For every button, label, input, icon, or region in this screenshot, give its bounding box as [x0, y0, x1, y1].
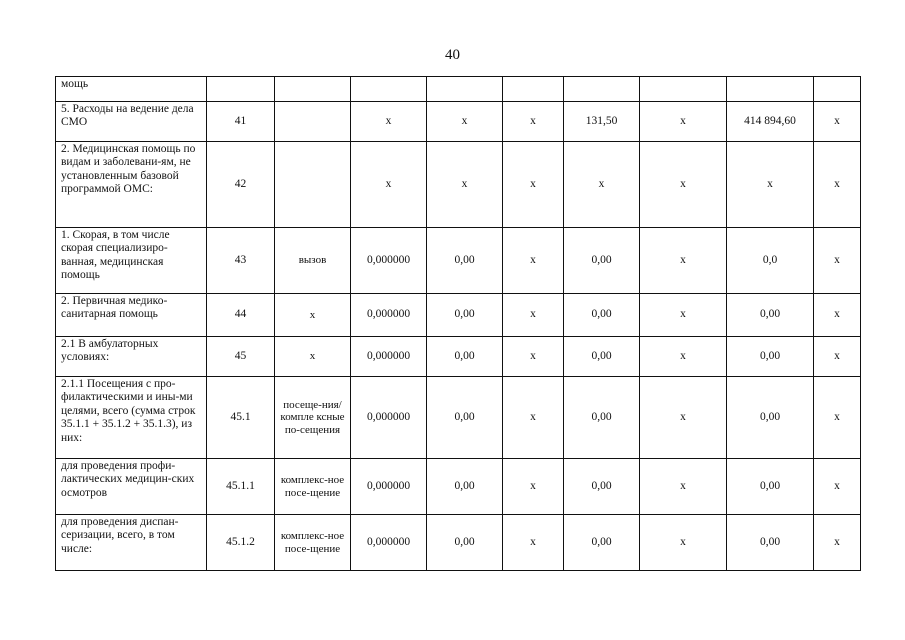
value-cell	[503, 77, 564, 102]
value-cell: х	[503, 142, 564, 228]
value-cell: 0,00	[727, 515, 814, 571]
value-cell: 0,00	[427, 459, 503, 515]
value-cell: 0,00	[727, 459, 814, 515]
value-cell: 414 894,60	[727, 102, 814, 142]
row-label: 2. Первичная медико-санитарная помощь	[56, 294, 207, 337]
row-number: 42	[207, 142, 275, 228]
value-cell: х	[564, 142, 640, 228]
value-cell: х	[640, 102, 727, 142]
value-cell: 131,50	[564, 102, 640, 142]
row-number: 45.1	[207, 377, 275, 459]
table-row	[56, 515, 861, 571]
value-cell: х	[640, 142, 727, 228]
value-cell	[351, 77, 427, 102]
value-cell: х	[503, 337, 564, 377]
value-cell: х	[814, 337, 861, 377]
row-number	[207, 77, 275, 102]
value-cell: х	[503, 294, 564, 337]
value-cell: 0,00	[427, 228, 503, 294]
row-label: мощь	[56, 77, 207, 102]
value-cell: 0,0	[727, 228, 814, 294]
row-label: для проведения диспан-серизации, всего, в том числе:	[56, 515, 207, 571]
value-cell: х	[503, 459, 564, 515]
row-label: 5. Расходы на ведение дела СМО	[56, 102, 207, 142]
row-number: 45	[207, 337, 275, 377]
value-cell	[564, 77, 640, 102]
value-cell: 0,000000	[351, 337, 427, 377]
row-number: 43	[207, 228, 275, 294]
value-cell: х	[640, 459, 727, 515]
value-cell	[727, 77, 814, 102]
table-row	[56, 102, 861, 142]
value-cell: х	[503, 102, 564, 142]
value-cell: х	[640, 515, 727, 571]
unit-cell: комплекс-ное посе-щение	[275, 459, 351, 515]
page-number: 40	[445, 47, 460, 63]
value-cell: х	[814, 228, 861, 294]
row-label: 2.1.1 Посещения с про-филактическими и ины-ми целями, всего (сумма строк 35.1.1 + 35.1.2 + 35.1.3), из них:	[56, 377, 207, 459]
table-row	[56, 142, 861, 228]
row-number: 45.1.2	[207, 515, 275, 571]
value-cell: 0,000000	[351, 515, 427, 571]
value-cell: 0,00	[727, 377, 814, 459]
row-label: 2.1 В амбулаторных условиях:	[56, 337, 207, 377]
value-cell: х	[503, 228, 564, 294]
row-label: 1. Скорая, в том числе скорая специализиро-ванная, медицинская помощь	[56, 228, 207, 294]
unit-cell: вызов	[275, 228, 351, 294]
value-cell: х	[503, 377, 564, 459]
value-cell: 0,00	[564, 515, 640, 571]
unit-cell: х	[275, 337, 351, 377]
value-cell: 0,000000	[351, 228, 427, 294]
row-number: 45.1.1	[207, 459, 275, 515]
value-cell: х	[640, 377, 727, 459]
value-cell: 0,00	[564, 459, 640, 515]
table-row	[56, 228, 861, 294]
unit-cell	[275, 77, 351, 102]
table-row	[56, 77, 861, 102]
value-cell: 0,000000	[351, 377, 427, 459]
unit-cell: посеще-ния/компле ксные по-сещения	[275, 377, 351, 459]
row-label: для проведения профи-лактических медицин-ских осмотров	[56, 459, 207, 515]
value-cell: х	[814, 102, 861, 142]
table-row	[56, 294, 861, 337]
table-row	[56, 337, 861, 377]
value-cell: 0,00	[564, 377, 640, 459]
value-cell: х	[814, 294, 861, 337]
value-cell: 0,00	[727, 337, 814, 377]
row-number: 41	[207, 102, 275, 142]
value-cell: х	[727, 142, 814, 228]
value-cell: 0,00	[427, 294, 503, 337]
value-cell: 0,00	[564, 294, 640, 337]
data-table	[55, 76, 861, 571]
value-cell: 0,000000	[351, 459, 427, 515]
value-cell	[427, 77, 503, 102]
value-cell: 0,00	[427, 377, 503, 459]
value-cell: х	[814, 459, 861, 515]
row-number: 44	[207, 294, 275, 337]
value-cell: х	[351, 102, 427, 142]
value-cell: 0,00	[427, 515, 503, 571]
value-cell: 0,00	[564, 228, 640, 294]
value-cell: 0,00	[727, 294, 814, 337]
value-cell	[640, 77, 727, 102]
unit-cell	[275, 142, 351, 228]
value-cell: х	[814, 142, 861, 228]
value-cell: х	[814, 377, 861, 459]
unit-cell	[275, 102, 351, 142]
value-cell: 0,00	[564, 337, 640, 377]
row-label: 2. Медицинская помощь по видам и заболевани-ям, не установленным базовой программой ОМС:	[56, 142, 207, 228]
value-cell	[814, 77, 861, 102]
value-cell: х	[814, 515, 861, 571]
table-row	[56, 459, 861, 515]
value-cell: х	[427, 102, 503, 142]
value-cell: х	[640, 337, 727, 377]
value-cell: х	[503, 515, 564, 571]
value-cell: х	[640, 294, 727, 337]
value-cell: 0,00	[427, 337, 503, 377]
table-row	[56, 377, 861, 459]
unit-cell: х	[275, 294, 351, 337]
value-cell: 0,000000	[351, 294, 427, 337]
value-cell: х	[351, 142, 427, 228]
unit-cell: комплекс-ное посе-щение	[275, 515, 351, 571]
value-cell: х	[427, 142, 503, 228]
value-cell: х	[640, 228, 727, 294]
